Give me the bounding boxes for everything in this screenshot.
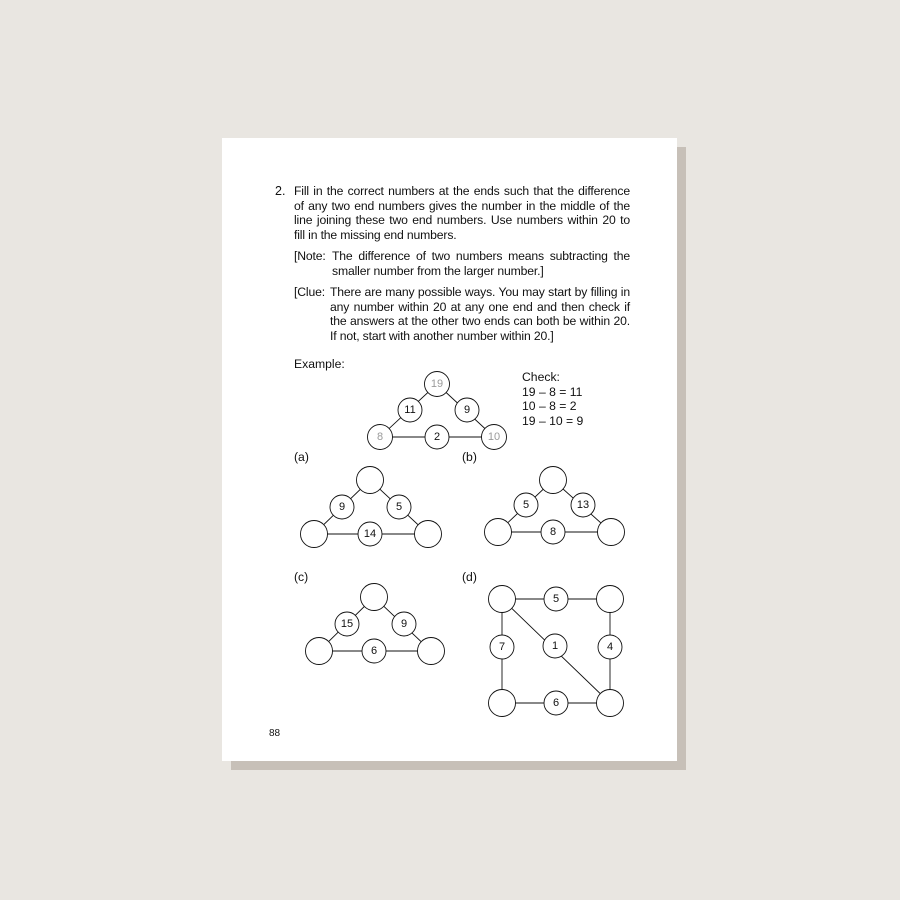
example-left-mid-value: 11 <box>404 404 416 416</box>
part-a-left-mid-value: 9 <box>338 501 346 513</box>
note-label: [Note: <box>294 249 326 263</box>
question-number: 2. <box>275 184 286 198</box>
part-c-right-mid-value: 9 <box>400 618 408 630</box>
part-d-right-mid-value: 4 <box>606 641 614 653</box>
part-c-right-end[interactable] <box>418 638 445 665</box>
part-d-bottom-left-end[interactable] <box>489 690 516 717</box>
part-a-left-end[interactable] <box>301 521 328 548</box>
part-d-bottom-mid-value: 6 <box>552 697 560 709</box>
part-d-bottom-right-end[interactable] <box>597 690 624 717</box>
workbook-page <box>222 138 677 761</box>
number-diagrams <box>222 138 677 761</box>
part-d-top-mid-value: 5 <box>552 593 560 605</box>
part-a-label: (a) <box>294 450 309 464</box>
page-number: 88 <box>269 728 281 739</box>
example-label: Example: <box>294 357 345 371</box>
check-line: 19 – 8 = 11 <box>522 384 583 399</box>
part-c-left-end[interactable] <box>306 638 333 665</box>
part-c-left-mid-value: 15 <box>340 618 354 630</box>
example-right-value: 10 <box>487 431 501 443</box>
check-label: Check: <box>522 370 560 384</box>
part-a-right-mid-value: 5 <box>395 501 403 513</box>
part-c-label: (c) <box>294 570 309 584</box>
part-d-top-right-end[interactable] <box>597 586 624 613</box>
part-b-bottom-mid-value: 8 <box>549 526 557 538</box>
clue-text: There are many possible ways. You may start by filling in any number within 20 at any one end and then check if the answers at the other two ends can both be within 20. If not, start with another number within 20.] <box>330 285 630 343</box>
check-line: 19 – 10 = 9 <box>522 413 584 428</box>
example-right-mid-value: 9 <box>463 404 471 416</box>
part-b-left-end[interactable] <box>485 519 512 546</box>
part-a-right-end[interactable] <box>415 521 442 548</box>
part-c-bottom-mid-value: 6 <box>370 645 378 657</box>
part-d-top-left-end[interactable] <box>489 586 516 613</box>
example-top-value: 19 <box>430 378 444 390</box>
part-d-center-value: 1 <box>551 640 559 652</box>
part-d-label: (d) <box>462 570 477 584</box>
part-d-left-mid-value: 7 <box>498 641 506 653</box>
example-left-value: 8 <box>376 431 384 443</box>
part-a-top-end[interactable] <box>357 467 384 494</box>
part-b-label: (b) <box>462 450 477 464</box>
part-b-top-end[interactable] <box>540 467 567 494</box>
note-text: The difference of two numbers means subtracting the smaller number from the larger number.] <box>332 249 630 278</box>
question-text: Fill in the correct numbers at the ends such that the difference of any two end numbers gives the number in the middle of the line joining these two end numbers. Use numbers within 20 to fill in the missing end numbers. <box>294 184 630 242</box>
part-b-left-mid-value: 5 <box>522 499 530 511</box>
part-b-right-mid-value: 13 <box>576 499 590 511</box>
check-line: 10 – 8 = 2 <box>522 399 577 414</box>
part-a-bottom-mid-value: 14 <box>363 528 377 540</box>
part-b-right-end[interactable] <box>598 519 625 546</box>
clue-label: [Clue: <box>294 285 325 299</box>
part-c-top-end[interactable] <box>361 584 388 611</box>
example-bottom-mid-value: 2 <box>433 431 441 443</box>
